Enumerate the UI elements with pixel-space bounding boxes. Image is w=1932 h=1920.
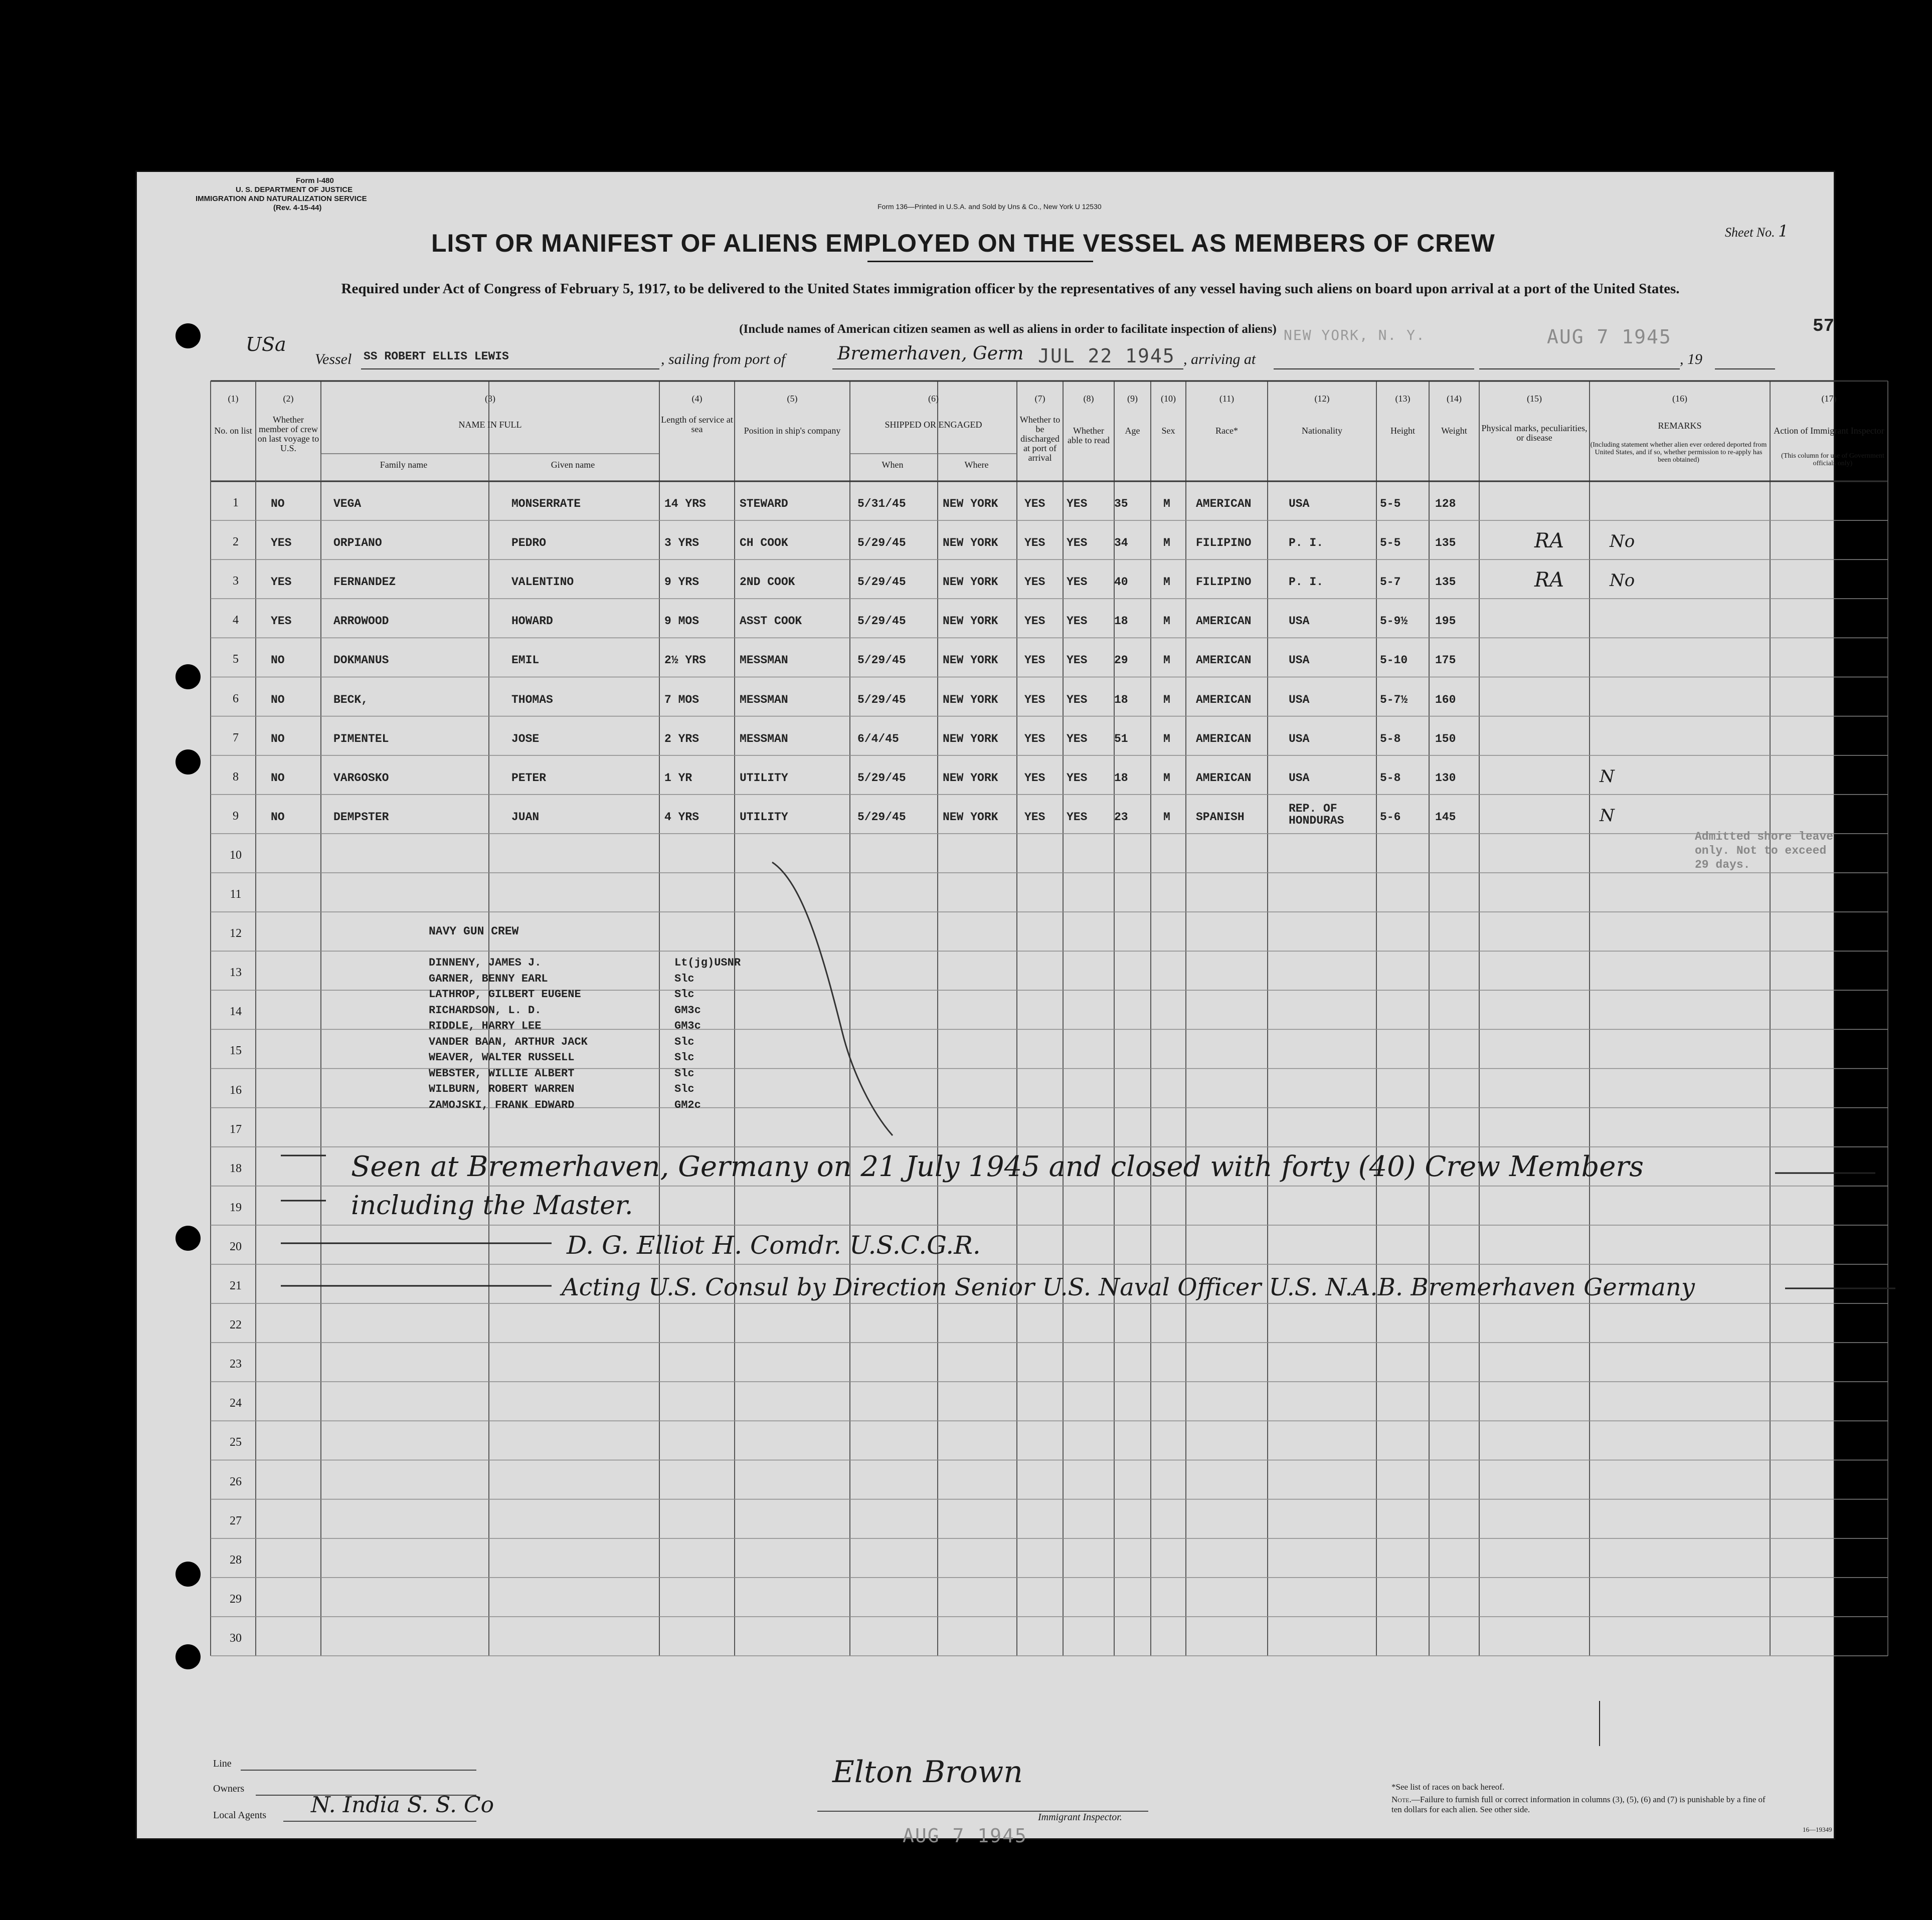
position-cell: ASST COOK [740,615,802,628]
column-header-able-to-read: Whether able to read [1068,426,1110,445]
remarks-cell: No [1610,531,1635,552]
column-header-physical-marks: Physical marks, peculiarities, or disease [1481,423,1588,443]
handwritten-line-1: Seen at Bremerhaven, Germany on 21 July 1945 and closed with forty (40) Crew Members [351,1150,1644,1183]
nationality-cell: REP. OF HONDURAS [1289,802,1344,827]
race-cell: AMERICAN [1196,771,1252,785]
row-number: 23 [230,1358,242,1371]
row-number: 1 [233,496,239,509]
last-voyage-cell: NO [271,810,285,824]
discharged-cell: YES [1024,810,1045,824]
footer-agents-label: Local Agents [213,1810,267,1821]
subheader-where: Where [964,460,989,470]
read-cell: YES [1067,615,1088,628]
row-number: 22 [230,1318,242,1332]
weight-cell: 128 [1435,497,1456,510]
row-number: 28 [230,1553,242,1567]
gun-crew-name: ZAMOJSKI, FRANK EDWARD [429,1098,575,1111]
gun-crew-name: WEBSTER, WILLIE ALBERT [429,1067,575,1080]
shipped-where-cell: NEW YORK [943,575,998,589]
weight-cell: 195 [1435,615,1456,628]
row-number: 12 [230,927,242,940]
row-number: 13 [230,966,242,980]
nationality-cell: P. I. [1289,536,1324,550]
shipped-when-cell: 5/29/45 [857,654,906,667]
column-header-nationality: Nationality [1302,426,1342,436]
weight-cell: 135 [1435,575,1456,589]
row-number: 14 [230,1005,242,1019]
read-cell: YES [1067,536,1088,550]
given-name-cell: PEDRO [511,536,547,550]
gun-crew-rating: Slc [674,1051,694,1064]
family-name-cell: VEGA [333,497,362,510]
read-cell: YES [1067,771,1088,785]
row-number: 21 [230,1279,242,1292]
height-cell: 5-7½ [1380,693,1408,706]
row-number: 15 [230,1044,242,1058]
row-number: 16 [230,1083,242,1097]
column-number-nationality: (12) [1314,394,1330,404]
footer-owners-label: Owners [213,1783,245,1794]
given-name-cell: HOWARD [511,615,553,628]
row-number: 9 [233,809,239,823]
sheet-label: Sheet No. 1 [1725,222,1789,241]
shipped-when-cell: 5/29/45 [857,615,906,628]
family-name-cell: PIMENTEL [333,732,389,745]
read-cell: YES [1067,575,1088,589]
position-cell: UTILITY [740,771,788,785]
column-header-weight: Weight [1441,426,1467,436]
sex-cell: M [1163,732,1170,745]
printer-line: Form 136—Printed in U.S.A. and Sold by Uns & Co., New York U 12530 [877,203,1102,211]
gun-crew-rating: Lt(jg)USNR [674,956,741,969]
remarks-cell: N [1600,805,1615,826]
column-number-remarks: (16) [1672,394,1687,404]
subheader-action-note: (This column for use of Government officials only) [1781,452,1884,467]
height-cell: 5-7 [1380,575,1401,589]
column-header-sex: Sex [1161,426,1175,436]
family-name-cell: FERNANDEZ [333,575,396,589]
column-number-race: (11) [1219,394,1235,404]
age-cell: 40 [1114,575,1128,589]
gun-crew-rating: GM3c [674,1020,701,1032]
height-cell: 5-10 [1380,654,1408,667]
last-voyage-cell: NO [271,771,285,785]
service-cell: 1 YR [664,771,692,785]
column-number-no-on-list: (1) [228,394,239,404]
column-header-inspector-action: Action of Immigrant Inspector [1774,426,1884,436]
shipped-where-cell: NEW YORK [943,693,998,706]
discharged-cell: YES [1024,654,1045,667]
column-number-sex: (10) [1161,394,1176,404]
column-number-length-of-service: (4) [691,394,702,404]
column-header-to-be-discharged: Whether to be discharged at port of arrival [1019,415,1061,463]
row-number: 8 [233,770,239,784]
handwritten-line-2: including the Master. [351,1191,633,1221]
column-header-race: Race* [1215,426,1238,436]
vessel-name: SS ROBERT ELLIS LEWIS [364,350,509,363]
weight-cell: 135 [1435,536,1456,550]
shipped-where-cell: NEW YORK [943,810,998,824]
sex-cell: M [1163,771,1170,785]
height-cell: 5-5 [1380,536,1401,550]
given-name-cell: PETER [511,771,547,785]
row-number: 10 [230,848,242,862]
age-cell: 18 [1114,693,1128,706]
shipped-where-cell: NEW YORK [943,654,998,667]
height-cell: 5-6 [1380,810,1401,824]
discharged-cell: YES [1024,732,1045,745]
column-number-able-to-read: (8) [1083,394,1094,404]
subheader-when: When [882,460,904,470]
age-cell: 18 [1114,615,1128,628]
row-number: 2 [233,535,239,549]
shipped-when-cell: 6/4/45 [857,732,899,745]
service-cell: 14 YRS [664,497,706,510]
sex-cell: M [1163,575,1170,589]
shipped-when-cell: 5/29/45 [857,771,906,785]
row-number: 6 [233,692,239,705]
column-number-position: (5) [787,394,798,404]
margin-note: USa [246,333,286,355]
read-cell: YES [1067,654,1088,667]
handwritten-signature: D. G. Elliot H. Comdr. U.S.C.G.R. [567,1231,981,1260]
sailing-date-stamp: JUL 22 1945 [1038,345,1175,367]
service: IMMIGRATION AND NATURALIZATION SERVICE [196,195,367,203]
last-voyage-cell: YES [271,536,292,550]
height-cell: 5-8 [1380,771,1401,785]
row-number: 27 [230,1514,242,1527]
given-name-cell: JOSE [511,732,540,745]
shipped-where-cell: NEW YORK [943,732,998,745]
column-number-weight: (14) [1447,394,1462,404]
revision: (Rev. 4-15-44) [273,204,322,212]
row-number: 17 [230,1122,242,1136]
gun-crew-name: LATHROP, GILBERT EUGENE [429,988,581,1001]
row-number: 20 [230,1240,242,1253]
discharged-cell: YES [1024,615,1045,628]
row-number: 4 [233,614,239,627]
gun-crew-name: DINNENY, JAMES J. [429,956,542,969]
column-header-height: Height [1390,426,1415,436]
races-note: *See list of races on back hereof. [1391,1782,1505,1792]
inspector-label: Immigrant Inspector. [1038,1812,1122,1823]
service-cell: 9 MOS [664,615,699,628]
shipped-when-cell: 5/29/45 [857,693,906,706]
gun-crew-rating: Slc [674,1035,694,1048]
read-cell: YES [1067,497,1088,510]
form-number: Form I-480 [296,176,334,185]
column-number-to-be-discharged: (7) [1034,394,1045,404]
form-code: 16—19349 [1803,1826,1832,1833]
arrival-date-stamp: AUG 7 1945 [1547,326,1672,348]
vessel-label: Vessel [315,351,352,367]
family-name-cell: ORPIANO [333,536,382,550]
column-header-age: Age [1125,426,1140,436]
shipped-where-cell: NEW YORK [943,771,998,785]
last-voyage-cell: NO [271,497,285,510]
race-cell: AMERICAN [1196,654,1252,667]
gun-crew-name: RIDDLE, HARRY LEE [429,1020,542,1032]
gun-crew-rating: Slc [674,972,694,985]
row-number: 25 [230,1436,242,1449]
row-number: 7 [233,731,239,744]
discharged-cell: YES [1024,693,1045,706]
sex-cell: M [1163,615,1170,628]
row-number: 11 [230,888,242,901]
gun-crew-rating: Slc [674,1067,694,1080]
footer-line-label: Line [213,1758,232,1769]
inspector-signature: Elton Brown [832,1755,1023,1790]
gun-crew-name: RICHARDSON, L. D. [429,1004,542,1017]
age-cell: 34 [1114,536,1128,550]
height-cell: 5-8 [1380,732,1401,745]
column-header-shipped-engaged: SHIPPED OR ENGAGED [885,420,982,430]
row-number: 18 [230,1162,242,1175]
physical-marks-cell: RA [1534,568,1564,592]
position-cell: CH COOK [740,536,788,550]
nationality-cell: USA [1289,693,1310,706]
arriving-label: , arriving at [1183,351,1256,367]
race-cell: AMERICAN [1196,615,1252,628]
sex-cell: M [1163,536,1170,550]
sailing-label: , sailing from port of [661,351,786,367]
service-cell: 4 YRS [664,810,699,824]
subheader-given: Given name [551,460,595,470]
column-number-height: (13) [1395,394,1411,404]
year-label: , 19 [1680,351,1702,367]
race-cell: FILIPINO [1196,575,1252,589]
shipped-where-cell: NEW YORK [943,615,998,628]
column-number-inspector-action: (17) [1821,394,1837,404]
arrival-port-stamp: NEW YORK, N. Y. [1284,327,1426,343]
gun-crew-rating: Slc [674,988,694,1001]
family-name-cell: VARGOSKO [333,771,389,785]
column-header-no-on-list: No. on list [214,426,252,436]
age-cell: 18 [1114,771,1128,785]
age-cell: 29 [1114,654,1128,667]
subheader-remarks-note: (Including statement whether alien ever ordered deported from United States, and if so, whether permission to re-apply has been obtained) [1590,441,1767,464]
given-name-cell: MONSERRATE [511,497,581,510]
column-header-remarks: REMARKS [1658,421,1702,431]
inspection-date-stamp: AUG 7 1945 [903,1825,1027,1847]
gun-crew-rating: GM2c [674,1098,701,1111]
weight-cell: 160 [1435,693,1456,706]
nationality-cell: USA [1289,615,1310,628]
race-cell: SPANISH [1196,810,1245,824]
column-number-physical-marks: (15) [1527,394,1542,404]
service-cell: 3 YRS [664,536,699,550]
local-agents: N. India S. S. Co [311,1792,494,1818]
shipped-when-cell: 5/29/45 [857,536,906,550]
handwritten-line-4: Acting U.S. Consul by Direction Senior U.S. Naval Officer U.S. N.A.B. Bremerhaven Germany [562,1273,1695,1301]
race-cell: FILIPINO [1196,536,1252,550]
gun-crew-name: GARNER, BENNY EARL [429,972,548,985]
column-header-length-of-service: Length of service at sea [661,415,733,434]
given-name-cell: EMIL [511,654,540,667]
shipped-when-cell: 5/31/45 [857,497,906,510]
last-voyage-cell: NO [271,654,285,667]
page-number: 57 [1813,316,1835,336]
row-number: 26 [230,1475,242,1488]
position-cell: MESSMAN [740,732,788,745]
row-number: 30 [230,1631,242,1645]
read-cell: YES [1067,693,1088,706]
position-cell: STEWARD [740,497,788,510]
last-voyage-cell: NO [271,732,285,745]
sex-cell: M [1163,810,1170,824]
position-cell: MESSMAN [740,693,788,706]
position-cell: UTILITY [740,810,788,824]
column-number-age: (9) [1127,394,1138,404]
given-name-cell: THOMAS [511,693,553,706]
row-number: 24 [230,1397,242,1410]
shore-leave-note: Admitted shore leave only. Not to exceed 29 days. [1695,830,1834,871]
row-number: 19 [230,1201,242,1214]
race-cell: AMERICAN [1196,497,1252,510]
last-voyage-cell: YES [271,575,292,589]
failure-note: Note.—Failure to furnish full or correct information in columns (3), (5), (6) and (7) is punishable by a fine of ten dollars for each alien. See other side. [1391,1795,1766,1814]
service-cell: 2 YRS [664,732,699,745]
column-header-name-in-full: NAME IN FULL [458,420,522,430]
family-name-cell: DOKMANUS [333,654,389,667]
read-cell: YES [1067,732,1088,745]
given-name-cell: VALENTINO [511,575,574,589]
height-cell: 5-5 [1380,497,1401,510]
shipped-where-cell: NEW YORK [943,536,998,550]
discharged-cell: YES [1024,497,1045,510]
gun-crew-name: WILBURN, ROBERT WARREN [429,1083,575,1095]
sex-cell: M [1163,654,1170,667]
subheader-family: Family name [380,460,428,470]
physical-marks-cell: RA [1534,529,1564,553]
weight-cell: 145 [1435,810,1456,824]
remarks-cell: N [1600,766,1615,787]
age-cell: 23 [1114,810,1128,824]
gun-crew-name: WEAVER, WALTER RUSSELL [429,1051,575,1064]
discharged-cell: YES [1024,575,1045,589]
column-header-position: Position in ship's company [744,426,841,436]
remarks-cell: No [1610,570,1635,591]
column-header-last-voyage: Whether member of crew on last voyage to U.S. [257,415,319,453]
weight-cell: 130 [1435,771,1456,785]
column-number-last-voyage: (2) [283,394,294,404]
nationality-cell: P. I. [1289,575,1324,589]
position-cell: 2ND COOK [740,575,795,589]
departure-port: Bremerhaven, Germ [837,343,1024,364]
last-voyage-cell: YES [271,615,292,628]
page-title: LIST OR MANIFEST OF ALIENS EMPLOYED ON THE VESSEL AS MEMBERS OF CREW [431,229,1495,257]
shipped-where-cell: NEW YORK [943,497,998,510]
row-number: 29 [230,1592,242,1606]
nationality-cell: USA [1289,497,1310,510]
height-cell: 5-9½ [1380,615,1408,628]
weight-cell: 150 [1435,732,1456,745]
column-number-shipped-engaged: (6) [928,394,939,404]
weight-cell: 175 [1435,654,1456,667]
column-number-name-in-full: (3) [485,394,495,404]
gun-crew-heading: NAVY GUN CREW [429,925,519,938]
family-name-cell: ARROWOOD [333,615,389,628]
nationality-cell: USA [1289,771,1310,785]
race-cell: AMERICAN [1196,693,1252,706]
department: U. S. DEPARTMENT OF JUSTICE [236,185,353,194]
row-number: 5 [233,653,239,666]
nationality-cell: USA [1289,732,1310,745]
last-voyage-cell: NO [271,693,285,706]
family-name-cell: DEMPSTER [333,810,389,824]
read-cell: YES [1067,810,1088,824]
shipped-when-cell: 5/29/45 [857,575,906,589]
row-number: 3 [233,574,239,588]
race-cell: AMERICAN [1196,732,1252,745]
footer-line-underline [241,1770,476,1771]
nationality-cell: USA [1289,654,1310,667]
footer-agents-underline [283,1821,476,1822]
shipped-when-cell: 5/29/45 [857,810,906,824]
family-name-cell: BECK, [333,693,369,706]
gun-crew-name: VANDER BAAN, ARTHUR JACK [429,1035,588,1048]
service-cell: 7 MOS [664,693,699,706]
age-cell: 35 [1114,497,1128,510]
service-cell: 9 YRS [664,575,699,589]
gun-crew-rating: Slc [674,1083,694,1095]
service-cell: 2½ YRS [664,654,706,667]
age-cell: 51 [1114,732,1128,745]
pen-stroke [772,862,893,1135]
discharged-cell: YES [1024,536,1045,550]
sheet-number: 1 [1778,222,1789,241]
sex-cell: M [1163,497,1170,510]
include-note: (Include names of American citizen seamen as well as aliens in order to facilitate inspection of aliens) [739,322,1277,336]
subtitle: Required under Act of Congress of February 5, 1917, to be delivered to the United States immigration officer by the representatives of any vessel having such aliens on board upon arrival at a port of the United States. [341,281,1680,297]
gun-crew-rating: GM3c [674,1004,701,1017]
given-name-cell: JUAN [511,810,540,824]
position-cell: MESSMAN [740,654,788,667]
sex-cell: M [1163,693,1170,706]
discharged-cell: YES [1024,771,1045,785]
